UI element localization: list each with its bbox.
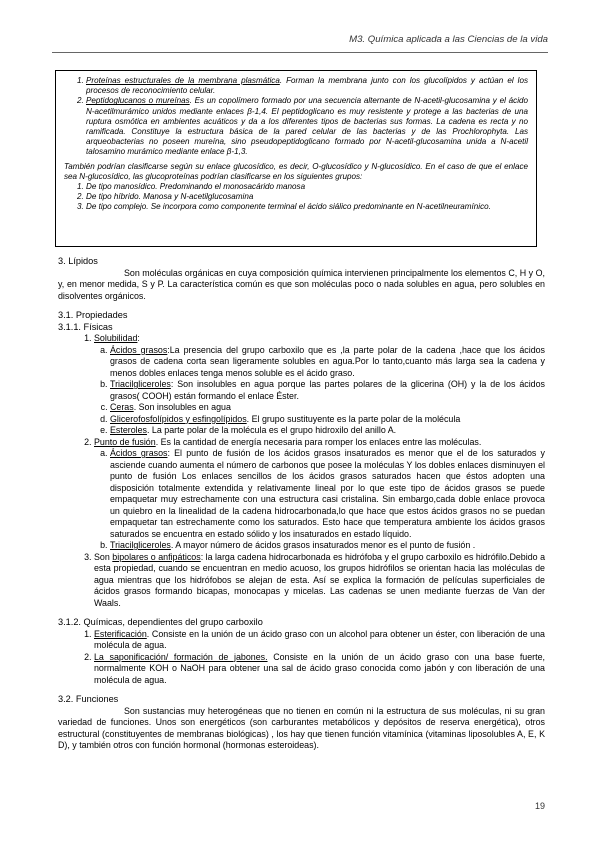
item-term: Esteroles [110, 425, 147, 435]
running-header: M3. Química aplicada a las Ciencias de la vida [349, 34, 548, 45]
list-item [110, 402, 545, 414]
list-item [110, 345, 545, 380]
property-punto-fusion [94, 437, 545, 552]
item-text: : Son insolubles en agua porque las partes polares de la glicerina (OH) y la de los ácidos grasos( COOH) están formando el enlace Éster. [110, 379, 545, 401]
property-solubilidad [94, 333, 545, 437]
item-term: Esterificación [94, 628, 147, 639]
subsection-heading-fisicas: 3.1.1. Físicas [58, 321, 113, 332]
box-item-term: Peptidoglucanos o mureínas [86, 96, 190, 106]
list-item [110, 425, 545, 437]
page-number: 19 [534, 801, 545, 811]
melting-point-list [94, 448, 545, 552]
subsection-heading-quimicas: 3.1.2. Químicas, dependientes del grupo carboxilo [58, 617, 263, 627]
list-item [94, 652, 545, 687]
list-item [94, 629, 545, 652]
box-paragraph: También podrían clasificarse según su enlace glucosídico, es decir, O-glucosídico y N-glucosídico. En el caso de que el enlace sea N-glucosídico, las glucoproteínas podrían clasificarse en los siguientes grupos: [64, 161, 528, 181]
item-term: Ácidos grasos [110, 344, 168, 355]
property-label: Solubilidad [94, 333, 138, 343]
property-label: bipolares o anfipáticos [112, 551, 201, 562]
item-term: Glicerofosfolípidos y esfingolípidos [110, 413, 247, 424]
physical-properties-list [58, 333, 545, 609]
list-item [110, 414, 545, 426]
header-rule [52, 52, 548, 53]
item-text: :La presencia del grupo carboxilo que es ,la parte polar de la cadena ,hace que los ácidos grasos de cadena corta sean ligeramente solubles en agua.Por lo tanto,cuanto más larga sea la cadena y menos dobles enlaces tenga menos soluble es el ácido graso. [110, 344, 545, 378]
property-suffix: : [137, 333, 140, 343]
item-text: Consiste en la unión de un ácido graso con una base fuerte, normalmente KOH o NaOH para obtener una sal de ácido graso conocida como jabón y con liberación de una molécula de agua. [94, 651, 546, 685]
list-item [110, 540, 545, 552]
section-heading-funciones: 3.2. Funciones [58, 694, 119, 704]
box-group-item: 2. De tipo híbrido. Manosa y N-acetilglucosamina [86, 192, 528, 202]
box-item-text: . Forman la membrana junto con los glucolípidos y actúan el los procesos de reconocimiento celular. [86, 76, 528, 96]
box-group-item: 3. De tipo complejo. Se incorpora como componente terminal el ácido siálico predominante en N-acetilneuramínico. [86, 202, 528, 212]
item-text: . Son insolubles en agua [133, 402, 231, 412]
main-content [58, 256, 545, 752]
item-term: Ceras [110, 402, 134, 412]
lipidos-intro: Son moléculas orgánicas en cuya composición química intervienen principalmente los elementos C, H y O, y, en menor medida, S y P. La característica común es que son moléculas poco o nada solubles en agua, pero solubles en disolventes orgánicos. [58, 267, 545, 301]
box-item [86, 96, 528, 157]
section-heading-propiedades: 3.1. Propiedades [58, 310, 128, 320]
box-item-text: . Es un copolímero formado por una secuencia alternante de N-acetil-glucosamina y el ácido N-acetilmurámico unidos mediante enlaces β-1,4. El peptidoglicano es muy resistente y protege a las bacterias de una ruptura osmótica en ambientes acuáticos y da a los diferentes tipos de bacterias sus formas. La cadena es recta y no ramificada. Constituye la estructura básica de la pared celular de las bacterias y de las Prochlorophyta. Las arqueobacterias no poseen mureína, sino pseudopeptidoglicano formado por N-acetil-glucosamina unida a N-acetil talosamino murámico mediante enlace β-1,3. [86, 96, 529, 157]
item-text: . A mayor número de ácidos grasos insaturados menor es el punto de fusión . [170, 540, 476, 550]
property-text: : la larga cadena hidrocarbonada es hidrófoba y el grupo carboxilo es hidrófilo.Debido a esta propiedad, cuando se encuentran en medio acuoso, los grupos hidrófilos se orientan hacia las moléculas de agua mientras que los hidrófobos se alejan de esta. Así se explica la formación de películas superficiales de ácidos grasos formando bicapas, monocapas y micelas. Las cadenas se unen mediante fuerzas de Van der Waals. [94, 551, 545, 608]
item-text: . La parte polar de la molécula es el grupo hidroxilo del anillo A. [147, 425, 397, 435]
list-item [110, 448, 545, 540]
funciones-text: Son sustancias muy heterogéneas que no tienen en común ni la estructura de sus moléculas, ni su gran variedad de funciones. Unos son energéticos (son carburantes metabólicos y depósitos de reserva energética), otros estructural (constituyentes de membranas biológicas) , los hay que tienen función vitamínica (vitaminas liposolubles A, E, K D), y también otros con función hormonal (hormonas esteroideas). [58, 705, 545, 750]
property-text: . Es la cantidad de energía necesaria para romper los enlaces entre las moléculas. [155, 436, 482, 447]
item-text: . Consiste en la unión de un ácido graso con un alcohol para obtener un éster, con liberación de una molécula de agua. [94, 628, 545, 650]
list-item [110, 379, 545, 402]
chemical-properties-list [58, 629, 545, 687]
item-term: Triacilgliceroles [110, 540, 171, 550]
box-groups-list [64, 182, 528, 213]
item-term: Ácidos grasos [110, 448, 168, 458]
box-list [64, 76, 528, 158]
box-item-term: Proteínas estructurales de la membrana plasmática [86, 76, 280, 85]
box-item [86, 76, 528, 96]
item-text: : El punto de fusión de los ácidos grasos insaturados es menor que el de los saturados y asciende cuando aumenta el número de carbonos que posee la moléculas Y los dobles enlaces disminuyen el punto de fusión Los enlaces sencillos de los ácidos grasos saturados hacen que éstos adopten una disposición totalmente extendida y relativamente lineal por lo que este tipo de ácidos grasos se puede empaquetar muy estrechamente con una estructura casi cristalina. Sin embargo,cada doble enlace provoca un quiebro en la linealidad de la cadena hidrocarbonada,lo que hace que estos ácidos grasos no se puedan empaquetar tan estrechamente como los saturados. Esto hace que temperatura ambiente los ácidos grasos saturados se encuentra en estado sólido y los insaturados en estado líquido. [110, 448, 545, 539]
property-label: Punto de fusión [94, 436, 156, 447]
item-term: Triacilgliceroles [110, 379, 171, 389]
solubility-list [94, 345, 545, 437]
glycoprotein-box [55, 70, 537, 247]
item-text: . El grupo sustituyente es la parte polar de la molécula [246, 413, 461, 424]
item-term: La saponificación/ formación de jabones. [94, 651, 268, 662]
property-prefix: Son [94, 551, 113, 562]
box-group-item: 1. De tipo manosídico. Predominando el monosacárido manosa [86, 182, 528, 192]
section-heading-lipidos: 3. Lípidos [58, 256, 98, 266]
property-anfipaticos [94, 552, 545, 610]
